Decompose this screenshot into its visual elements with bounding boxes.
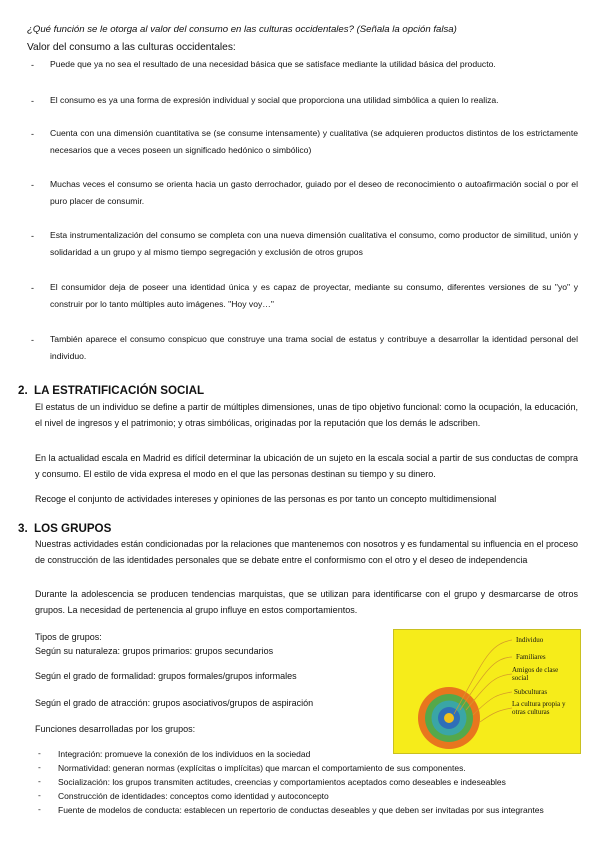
- bullet-dash: -: [31, 96, 34, 106]
- connector-line: [480, 708, 512, 722]
- section-title: LA ESTRATIFICACIÓN SOCIAL: [34, 384, 205, 397]
- section-number: 3.: [18, 522, 28, 535]
- concentric-circles-svg: [394, 630, 580, 753]
- paragraph: Nuestras actividades están condicionadas por la relaciones que mantenemos con nosotros y es fundamental su influencia en el proceso de construcción de las identidades personales que se debate entre el conformismo con el otro y el deseo de independencia: [35, 539, 578, 565]
- section-title: LOS GRUPOS: [34, 522, 112, 535]
- subtitle: Valor del consumo a las culturas occidentales:: [27, 42, 236, 53]
- bullet-item: Esta instrumentalización del consumo se completa con una nueva dimensión cualitativa el consumo, como productor de similitud, unión y solidaridad a un grupo y al mismo tiempo segregación y exclusión de otros grupos: [50, 230, 578, 257]
- bullet-dash: -: [38, 762, 41, 772]
- figure-label: Individuo: [516, 636, 544, 644]
- bullet-item: Cuenta con una dimensión cuantitativa se (se consume intensamente) y cualitativa (se adquieren productos distintos de los estrictamente necesarios que a veces poseen un significado hedónico o simbólico): [50, 128, 578, 155]
- bullet-dash: -: [38, 804, 41, 814]
- group-type-item: Según el grado de atracción: grupos asociativos/grupos de aspiración: [35, 698, 314, 708]
- bullet-item: Puede que ya no sea el resultado de una necesidad básica que se satisface mediante la utilidad básica del producto.: [50, 59, 496, 69]
- bullet-dash: -: [31, 335, 34, 345]
- figure-label: Familiares: [516, 653, 546, 661]
- figure-label: Subculturas: [514, 688, 548, 696]
- section-number: 2.: [18, 384, 28, 397]
- group-type-item: Según su naturaleza: grupos primarios: grupos secundarios: [35, 646, 274, 656]
- bullet-dash: -: [31, 180, 34, 190]
- paragraph: Recoge el conjunto de actividades intereses y opiniones de las personas es por tanto un concepto multidimensional: [35, 494, 497, 504]
- figure-label: La cultura propia y otras culturas: [512, 700, 566, 716]
- groups-circle-diagram: [393, 629, 581, 754]
- question-text: ¿Qué función se le otorga al valor del consumo en las culturas occidentales? (Señala la opción falsa): [27, 24, 457, 35]
- function-item: Normatividad: generan normas (explícitas o implícitas) que marcan el comportamiento de sus componentes.: [58, 763, 466, 773]
- bullet-item: También aparece el consumo conspicuo que construye una trama social de estatus y contribuye a desarrollar la identidad personal del individuo.: [50, 334, 578, 361]
- paragraph: En la actualidad escala en Madrid es difícil determinar la ubicación de un sujeto en la escala social a partir de sus conductas de compra y consumo. El estilo de vida expresa el modo en el que las personas destinan su tiempo y su dinero.: [35, 453, 578, 479]
- ring-individual: [444, 713, 454, 723]
- function-item: Socialización: los grupos transmiten actitudes, creencias y comportamientos aceptados como deseables e indeseables: [58, 777, 506, 787]
- bullet-dash: -: [38, 748, 41, 758]
- bullet-dash: -: [31, 283, 34, 293]
- paragraph: Durante la adolescencia se producen tendencias marquistas, que se utilizan para identificarse con el grupo y desmarcarse de otros grupos. La necesidad de pertenencia al grupo influye en estos comportamientos.: [35, 589, 578, 615]
- bullet-item: El consumidor deja de poseer una identidad única y es capaz de proyectar, mediante su consumo, diferentes versiones de su "yo" y construir por lo tanto múltiples auto imágenes. "Hoy voy…": [50, 282, 578, 309]
- function-item: Fuente de modelos de conducta: establecen un repertorio de conductas deseables y que deben ser invitadas por sus integrantes: [58, 805, 544, 815]
- group-types-title: Tipos de grupos:: [35, 632, 102, 642]
- functions-title: Funciones desarrolladas por los grupos:: [35, 724, 196, 734]
- group-type-item: Según el grado de formalidad: grupos formales/grupos informales: [35, 671, 297, 681]
- bullet-item: Muchas veces el consumo se orienta hacia un gasto derrochador, guiado por el deseo de reconocimiento o autoafirmación social o por el puro placer de consumir.: [50, 179, 578, 206]
- bullet-dash: -: [31, 231, 34, 241]
- function-item: Construcción de identidades: conceptos como identidad y autoconcepto: [58, 791, 329, 801]
- bullet-dash: -: [38, 776, 41, 786]
- bullet-dash: -: [38, 790, 41, 800]
- bullet-dash: -: [31, 60, 34, 70]
- bullet-dash: -: [31, 129, 34, 139]
- paragraph: El estatus de un individuo se define a partir de múltiples dimensiones, unas de tipo objetivo funcional: como la ocupación, la educación, el nivel de ingresos y el patrimonio; y otras simbólicas, originadas por la reputación que los demás le adscriben.: [35, 402, 578, 428]
- figure-label: Amigos de clase social: [512, 666, 559, 682]
- function-item: Integración: promueve la conexión de los individuos en la sociedad: [58, 749, 311, 759]
- bullet-item: El consumo es ya una forma de expresión individual y social que proporciona una utilidad simbólica a quien lo realiza.: [50, 95, 499, 105]
